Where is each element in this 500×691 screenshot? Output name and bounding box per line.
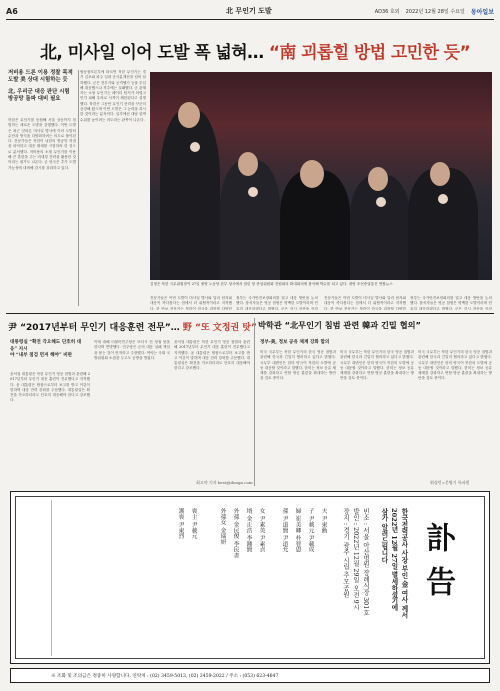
column-divider [254, 318, 255, 486]
obituary-title: 訃告 [420, 522, 455, 610]
left-story-body-1: 윤석열 대통령은 북한 무인기 영공 침범과 관련해 2017년부터 무인기 대응 훈련이 전무했다고 지적했다. 윤 대통령은 합참으로부터 보고를 받고 이같이 말하며 대응 전력 강화를 주문했다. 대통령실은 확전을 각오하더라도 단호히 대응해야 한다고 강조했다. [10, 372, 90, 403]
family-line: 子 尹載元 尹載成 [307, 508, 313, 553]
top-story-headline [40, 38, 470, 63]
header-rule [6, 19, 494, 20]
left-headline-part-b: 野 “또 文정권 탓” [182, 323, 257, 333]
family-line: 外孫女 金瑞妍 [219, 508, 225, 545]
left-story-headline [8, 320, 257, 333]
photo-hands [248, 187, 258, 197]
right-headline-part-a: 박학관 [258, 320, 282, 330]
top-story-column-3b: 정부는 국가안전보장회의를 열고 대응 방안을 논의했다. 참석자들은 영공 침범은 명백한 도발이라며 단호히 대응하겠다고 밝혔다. 군은 감시 자산을 증강 [236, 296, 318, 310]
left-story-body-2: 이에 대해 더불어민주당은 또다시 전 정권 탓을 한다며 반발했다. 민주당은 군의 대응 실패 책임을 묻는 것이 먼저라고 주장했다. 여야는 국회 국방위원회 소집을 두고도 공방을 벌였다. [94, 340, 170, 360]
deck-line: 北, 우리군 대응 판단 시험 [8, 89, 70, 95]
top-story-deck [8, 70, 76, 103]
headline-part-b: “南 괴롭힐 방법 고민한 듯” [268, 43, 471, 63]
obituary-family-1 [277, 508, 329, 658]
headline-part-a: 北, 미사일 이어 도발 폭 넓혀… [40, 43, 264, 63]
family-line: 壻 金正浩 李鍾賢 [245, 508, 251, 553]
photo-face [300, 160, 324, 188]
column-divider [78, 70, 79, 306]
photo-figure [220, 160, 280, 280]
photo-hands [190, 142, 200, 152]
news-photo [150, 72, 492, 280]
deck-line: 방공망 돌파 대비 필요 [8, 96, 61, 102]
left-story-body-3: 윤석열 대통령은 북한 무인기 영공 침범과 관련해 2017년부터 무인기 대응 훈련이 전무했다고 지적했다. 윤 대통령은 합참으로부터 보고를 받고 이같이 말하며 대응 전력 강화를 주문했다. 대통령실은 확전을 각오하더라도 단호히 대응해야 한다고 강조했다. [174, 340, 250, 371]
family-line: 婦 崔美卿 朴智恩 [294, 508, 300, 553]
photo-face [368, 167, 388, 191]
family-line: 外孫 金民俊 李民書 [232, 508, 238, 559]
photo-hands [438, 194, 448, 204]
detail-line: 장지 : 경기 광주 시립 추모공원 [342, 508, 350, 598]
right-story-body-1: 미국 국무부는 북한 무인기의 한국 영공 침범과 관련해 한국과 긴밀히 협의하고 있다고 밝혔다. 국무부 대변인은 한미 양국이 북한의 도발에 공동 대응할 것이라고 말했다. 한미는 정보 공유 체계를 강화하고 연합 방공 훈련을 확대하는 방안을 검토 중이다. [260, 350, 336, 381]
left-story-subhead: 대통령실 “확전 각오해도 단호히 대응” 지시 야 “내부 점검 먼저 해야” 비판 [10, 340, 82, 358]
obituary-family-3 [173, 508, 199, 658]
detail-line: 발인 : 2022년 12월 29일 오전 9시 [352, 508, 360, 611]
family-line: 夫 尹東勳 [320, 508, 326, 534]
deck-line: 저비용 드론 이용 정찰 목적 [8, 70, 73, 76]
page-header [6, 5, 494, 17]
deck-line: 도발 美 상대 시험하는 듯 [8, 77, 68, 83]
family-line: 孫 尹道賢 尹道允 [281, 508, 287, 553]
top-story-column-4: 전문가들은 이번 도발이 미사일 발사와 달리 탐지와 대응이 까다롭다는 점에서 더 위협적이라고 지적했다. 한 안보 전문가는 북한이 한국을 괴롭힐 다양한 [324, 296, 406, 310]
issue-date: 2022년 12월 28일 수요일 [405, 8, 465, 15]
photo-face [430, 162, 450, 186]
page-number: A6 [6, 6, 18, 16]
top-story-column-5: 정부는 국가안전보장회의를 열고 대응 방안을 논의했다. 참석자들은 영공 침범은 명백한 도발이라며 단호히 대응하겠다고 밝혔다. 군은 감시 자산을 증강 [410, 296, 492, 310]
right-story-headline [258, 320, 421, 331]
left-headline-part-a: 尹 “2017년부터 무인기 대응훈련 전무”… [8, 323, 180, 333]
newspaper-brand: 동아일보 [470, 8, 494, 16]
photo-caption: 김정은 북한 국무위원장이 27일 평양 노동당 본부 청사에서 열린 당 중앙위원회 전원회의 확대회의에 참석해 박수를 치고 있다. 평양 조선중앙통신 연합뉴스 [150, 282, 393, 286]
top-story-column-2: 합동참모본부에 따르면 북한 무인기는 경기 김포와 파주 일대 군사분계선을 넘어 남하했다. 군은 전투기와 공격헬기 등을 투입해 대응했으나 격추에는 실패했다. 군 관계자는 소형 무인기는 레이더 탐지가 어렵고 민가 피해 우려로 사격이 제한된다고 설명했다. 북한은 그동안 무인기 전력을 꾸준히 증강해 왔으며 이번 도발은 그 능력을 과시한 것이라는 분석이다. 일각에선 대남 압박 수위를 높이려는 의도라는 관측이 나온다. [80, 70, 146, 122]
obituary-notice [10, 491, 490, 664]
top-story-column-1: 북한은 무인기를 동원해 서울 상공까지 침범하는 새로운 도발을 감행했다. 이번 도발은 최근 잇따른 미사일 발사에 이어 도발의 수단과 방식을 다양화하려는 의도로 풀이된다. 전문가들은 북한이 남한의 방공망 허점을 파악하고 대응 태세를 시험하려 한 것으로 분석했다. 저비용의 소형 무인기를 이용해 큰 혼란을 주는 비대칭 전력을 활용한 것이라는 평가도 나온다. 군 당국은 추가 도발 가능성에 대비해 감시를 강화하고 있다. [8, 118, 76, 170]
photo-hands [376, 197, 386, 207]
family-line: 女 尹素英 尹素貞 [258, 508, 264, 553]
right-story-byline: 워싱턴=문병기 특파원 [430, 480, 470, 485]
header-meta [375, 7, 494, 16]
family-line: 護喪 尹東烈 [177, 508, 183, 539]
photo-face [178, 102, 200, 128]
right-story-subhead: 정부-美, 정보 공유 체계 강화 합의 [260, 340, 330, 345]
section-rule [6, 313, 494, 314]
photo-figure [160, 110, 220, 280]
photo-face [238, 152, 258, 176]
obituary-details [341, 508, 371, 658]
detail-line: 빈소 : 서울 아산병원 장례식장 301호 [362, 508, 370, 616]
edition-label: AD36 호외 [374, 8, 400, 15]
announcement-line: 한국전력공사 사장 부인 金 여사 께서 [400, 508, 408, 619]
family-line: 喪主 尹載元 [190, 508, 196, 539]
announcement-line: 2022년 12월 27일 별세하셨기에 [390, 508, 398, 611]
obituary-family-2 [215, 508, 267, 658]
top-story-column-3: 전문가들은 이번 도발이 미사일 발사와 달리 탐지와 대응이 까다롭다는 점에서 더 위협적이라고 지적했다. 한 안보 전문가는 북한이 한국을 괴롭힐 다양한 [150, 296, 232, 310]
section-title: 北 무인기 도발 [226, 7, 272, 15]
right-story-body-2: 미국 국무부는 북한 무인기의 한국 영공 침범과 관련해 한국과 긴밀히 협의하고 있다고 밝혔다. 국무부 대변인은 한미 양국이 북한의 도발에 공동 대응할 것이라고 말했다. 한미는 정보 공유 체계를 강화하고 연합 방공 훈련을 확대하는 방안을 검토 중이다. [340, 350, 414, 381]
left-story-byline: 최고야 기자 best@donga.com [196, 480, 253, 485]
right-story-body-3: 미국 국무부는 북한 무인기의 한국 영공 침범과 관련해 한국과 긴밀히 협의하고 있다고 밝혔다. 국무부 대변인은 한미 양국이 북한의 도발에 공동 대응할 것이라고 말했다. 한미는 정보 공유 체계를 강화하고 연합 방공 훈련을 확대하는 방안을 검토 중이다. [418, 350, 492, 381]
obituary-divider [51, 500, 52, 656]
announcement-line: 삼가 알려드립니다 [380, 508, 388, 564]
right-headline-part-b: “北무인기 침범 관련 韓과 긴밀 협의” [284, 320, 421, 330]
obituary-announcement [379, 508, 409, 658]
obituary-footer: ※ 조화 및 조의금은 정중히 사양합니다. 연락처 : (02) 3459-5013, (02) 3459-2022 / 주소 : (053) 623-4647 [10, 668, 490, 683]
